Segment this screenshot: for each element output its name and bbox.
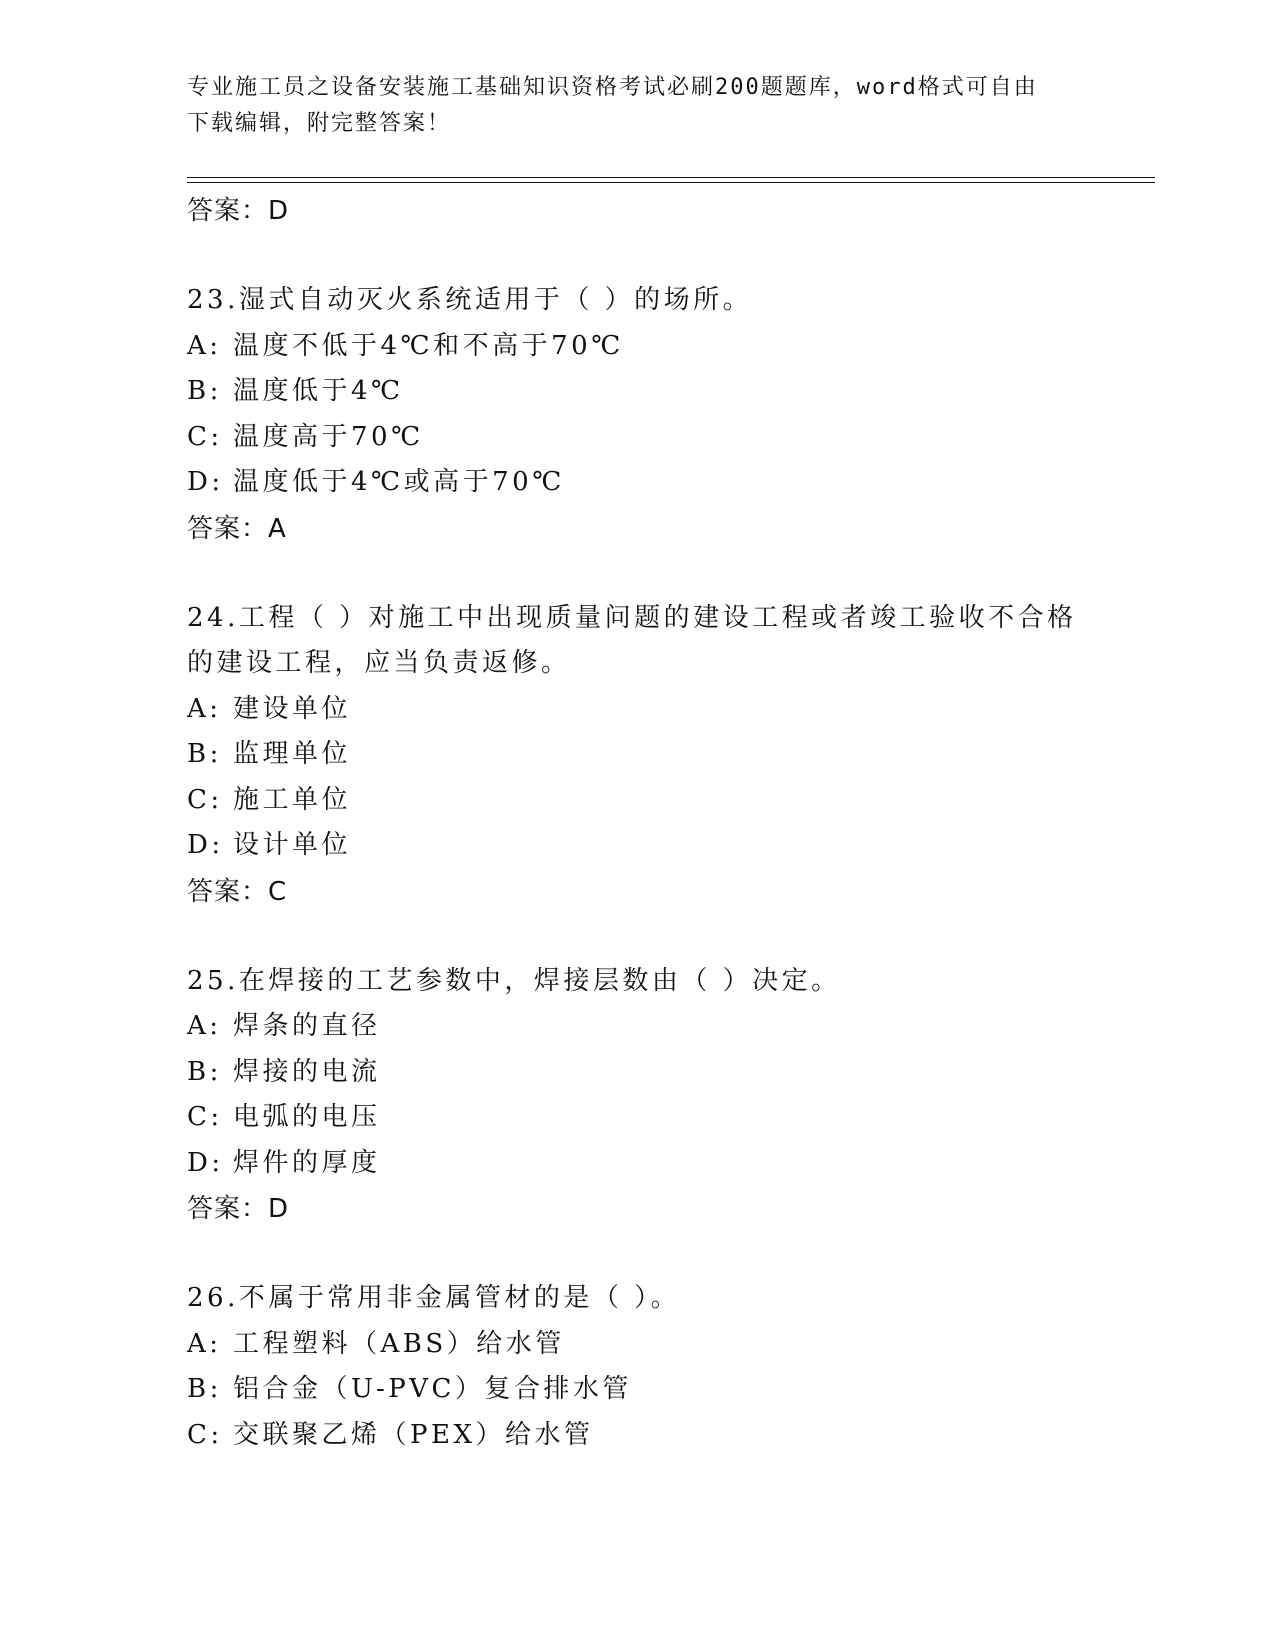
answer-option bbox=[187, 415, 1087, 461]
question-block bbox=[187, 278, 1087, 552]
answer-option bbox=[187, 732, 1087, 778]
question-block bbox=[187, 596, 1087, 915]
answer-option bbox=[187, 1050, 1087, 1096]
option-letter: D: bbox=[187, 467, 224, 497]
document-header bbox=[187, 70, 1087, 142]
option-text: 温度低于4℃或高于70℃ bbox=[233, 467, 565, 497]
answer-line: 答案：A bbox=[187, 513, 287, 544]
question-stem: 25.在焊接的工艺参数中，焊接层数由（ ）决定。 bbox=[187, 965, 841, 996]
question-stem: 26.不属于常用非金属管材的是（ ）。 bbox=[187, 1283, 681, 1313]
answer-option bbox=[187, 324, 1087, 370]
question-spacer bbox=[187, 552, 1087, 596]
option-text: 温度不低于4℃和不高于70℃ bbox=[233, 330, 624, 361]
option-text: 焊件的厚度 bbox=[233, 1147, 381, 1178]
answer-line: 答案：D bbox=[187, 1194, 290, 1224]
question-block bbox=[187, 959, 1087, 1233]
question-spacer bbox=[187, 915, 1087, 959]
option-letter: C: bbox=[187, 421, 223, 452]
option-text: 建设单位 bbox=[233, 693, 352, 724]
answer-option bbox=[187, 1004, 1087, 1050]
answer-option bbox=[187, 1413, 1087, 1459]
option-letter: C: bbox=[187, 784, 223, 815]
option-text: 焊条的直径 bbox=[233, 1011, 381, 1041]
option-letter: C: bbox=[187, 1102, 223, 1132]
option-text: 交联聚乙烯（PEX）给水管 bbox=[233, 1419, 594, 1450]
option-letter: B: bbox=[187, 1374, 222, 1404]
answer-option bbox=[187, 460, 1087, 506]
option-letter: D: bbox=[187, 830, 224, 860]
question-stem: 24.工程（ ）对施工中出现质量问题的建设工程或者竣工验收不合格 bbox=[187, 602, 1077, 633]
answer-option bbox=[187, 823, 1087, 869]
answer-line: 答案：C bbox=[187, 876, 288, 907]
answer-option bbox=[187, 778, 1087, 824]
option-text: 焊接的电流 bbox=[233, 1056, 381, 1087]
answer-option bbox=[187, 687, 1087, 733]
option-text: 温度高于70℃ bbox=[233, 421, 424, 452]
header-line-1: 专业施工员之设备安装施工基础知识资格考试必刷200题题库，word格式可自由 bbox=[187, 75, 1038, 100]
question-spacer bbox=[187, 1232, 1087, 1276]
question-stem: 23.湿式自动灭火系统适用于（ ）的场所。 bbox=[187, 285, 753, 315]
answer-option bbox=[187, 369, 1087, 415]
option-letter: D: bbox=[187, 1147, 224, 1178]
answer-option bbox=[187, 1141, 1087, 1187]
header-divider bbox=[187, 177, 1155, 178]
option-letter: A: bbox=[187, 1328, 222, 1359]
question-block bbox=[187, 1276, 1087, 1458]
option-text: 监理单位 bbox=[233, 739, 352, 769]
option-text: 施工单位 bbox=[233, 784, 352, 815]
answer-line: 答案：D bbox=[187, 196, 290, 226]
option-letter: A: bbox=[187, 693, 222, 724]
option-letter: A: bbox=[187, 330, 222, 361]
option-text: 电弧的电压 bbox=[233, 1102, 381, 1132]
answer-option bbox=[187, 1367, 1087, 1413]
header-line-2: 下载编辑，附完整答案！ bbox=[187, 111, 452, 136]
question-spacer bbox=[187, 234, 1087, 278]
header-divider-double bbox=[187, 182, 1155, 183]
option-letter: B: bbox=[187, 376, 222, 406]
option-text: 工程塑料（ABS）给水管 bbox=[233, 1328, 565, 1359]
option-letter: A: bbox=[187, 1011, 222, 1041]
option-text: 设计单位 bbox=[233, 830, 352, 860]
answer-option bbox=[187, 1095, 1087, 1141]
option-letter: B: bbox=[187, 739, 222, 769]
option-letter: B: bbox=[187, 1056, 222, 1087]
question-stem: 的建设工程，应当负责返修。 bbox=[187, 648, 571, 678]
option-text: 温度低于4℃ bbox=[233, 376, 404, 406]
answer-option bbox=[187, 1322, 1087, 1368]
option-letter: C: bbox=[187, 1419, 223, 1450]
option-text: 铝合金（U-PVC）复合排水管 bbox=[233, 1374, 632, 1404]
question-list bbox=[187, 188, 1087, 1458]
